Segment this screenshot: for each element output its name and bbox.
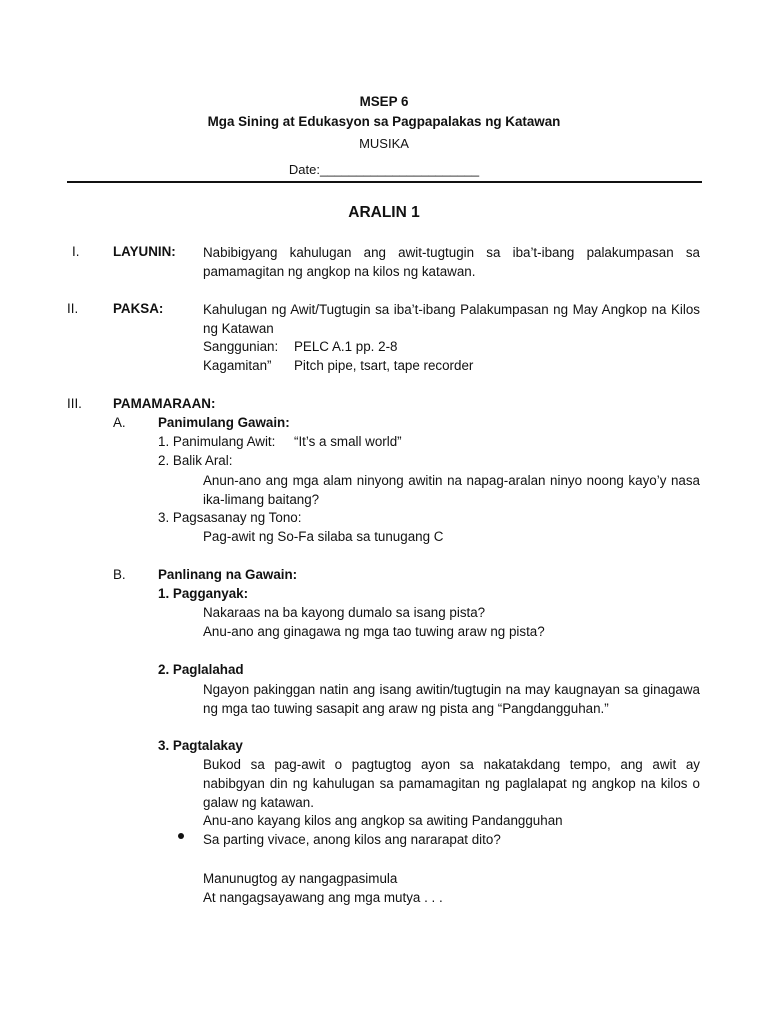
b-item3-line2: Anu-ano kayang kilos ang angkop sa awiting Pandangguhan [203,813,563,828]
b-item3-text: Bukod sa pag-awit o pagtugtog ayon sa nakatakdang tempo, ang awit ay nabibgyan din ng kahulugan sa pamamagitan ng paglalapat ng angkop na kilos o galaw ng katawan. [203,757,700,810]
b-item1-label: 1. Pagganyak: [158,586,249,601]
kagamitan-value: Pitch pipe, tsart, tape recorder [294,358,474,373]
b-item1-line2: Anu-ano ang ginagawa ng mga tao tuwing araw ng pista? [203,624,545,639]
section-label-pamamaraan: PAMAMARAAN: [113,396,216,411]
section-numeral-ii: II. [67,301,79,316]
song-line-2: At nangagsayawang ang mga mutya . . . [203,890,443,905]
section-label-paksa: PAKSA: [113,301,164,316]
header-divider [67,181,702,183]
a-item3-label: 3. Pagsasanay ng Tono: [158,510,302,525]
document-title: Mga Sining at Edukasyon sa Pagpapalakas ng Katawan [207,114,561,129]
lesson-title: ARALIN 1 [348,204,420,221]
kagamitan-label: Kagamitan” [203,358,272,373]
sanggunian-label: Sanggunian: [203,339,279,354]
date-line [0,161,768,179]
date-label: Date: [288,162,320,177]
a-item1-label: 1. Panimulang Awit: [158,434,276,449]
subsection-title-a: Panimulang Gawain: [158,415,290,430]
bullet-text: Sa parting vivace, anong kilos ang nararapat dito? [203,832,501,847]
subsection-letter-b: B. [113,567,126,582]
bullet-icon [178,833,184,839]
section-numeral-iii: III. [67,396,82,411]
subject-heading: MSEP 6 [359,94,409,109]
a-item2-label: 2. Balik Aral: [158,453,233,468]
a-item3-text: Pag-awit ng So-Fa silaba sa tunugang C [203,529,444,544]
area-heading: MUSIKA [359,136,409,151]
b-item3-label: 3. Pagtalakay [158,738,243,753]
a-item1-value: “It’s a small world” [294,434,402,449]
section-numeral-i: I. [72,244,80,259]
b-item2-label: 2. Paglalahad [158,662,244,677]
b-item1-line1: Nakaraas na ba kayong dumalo sa isang pista? [203,605,486,620]
section-label-layunin: LAYUNIN: [113,244,176,259]
sanggunian-value: PELC A.1 pp. 2-8 [294,339,398,354]
b-item2-text: Ngayon pakinggan natin ang isang awitin/tugtugin na may kaugnayan sa ginagawa ng mga tao tuwing sasapit ang araw ng pista ang “Pangdangguhan.” [203,682,700,716]
a-item2-text: Anun-ano ang mga alam ninyong awitin na napag-aralan ninyo noong kayo’y nasa ika-limang baitang? [203,473,700,507]
date-blank: ______________________ [320,162,480,177]
paksa-text: Kahulugan ng Awit/Tugtugin sa iba’t-ibang Palakumpasan ng May Angkop na Kilos ng Katawan [203,302,700,336]
layunin-text: Nabibigyang kahulugan ang awit-tugtugin sa iba’t-ibang palakumpasan sa pamamagitan ng angkop na kilos ng katawan. [203,245,700,279]
subsection-title-b: Panlinang na Gawain: [158,567,298,582]
song-line-1: Manunugtog ay nangagpasimula [203,871,398,886]
subsection-letter-a: A. [113,415,126,430]
